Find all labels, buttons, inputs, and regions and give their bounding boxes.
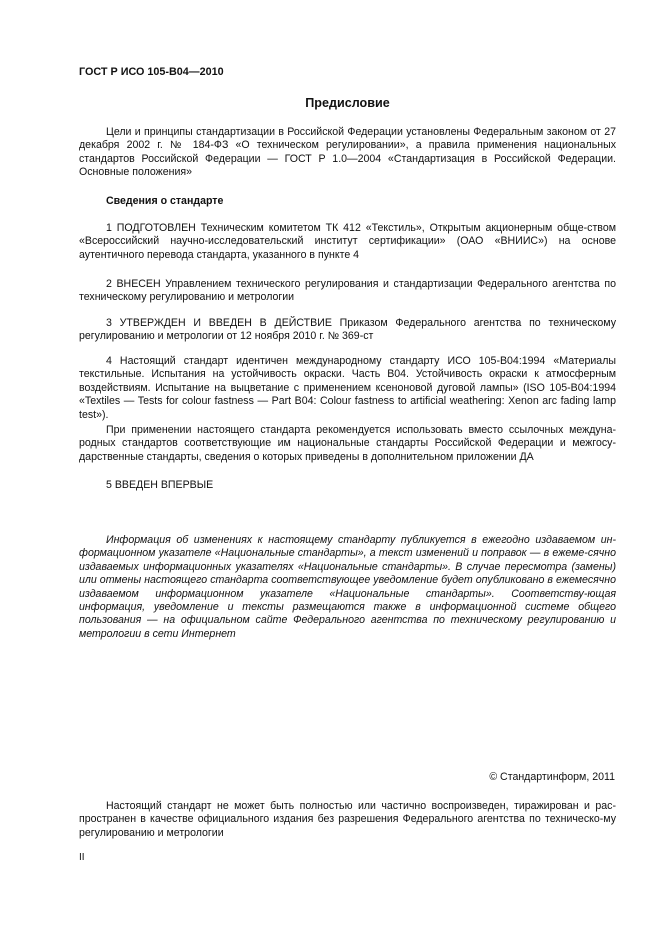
section-title: Сведения о стандарте xyxy=(106,195,224,207)
copyright-line: © Стандартинформ, 2011 xyxy=(489,771,615,783)
reproduction-paragraph: Настоящий стандарт не может быть полностью или частично воспроизведен, тиражирован и рас-пространен в качестве официального издания без разрешения Федерального агентства по техническо-му регулированию и метрологии xyxy=(79,800,616,839)
page-number: II xyxy=(79,852,85,863)
intro-paragraph: Цели и принципы стандартизации в Российской Федерации установлены Федеральным законом от 27 декабря 2002 г. № 184-ФЗ «О техническом регулировании», а правила применения национальных стандартов Российской Федерации — ГОСТ Р 1.0—2004 «Стандартизация в Российской Федерации. Основные положения» xyxy=(79,126,616,179)
page-title: Предисловие xyxy=(305,96,390,110)
item-3-paragraph: 3 УТВЕРЖДЕН И ВВЕДЕН В ДЕЙСТВИЕ Приказом Федерального агентства по техническому регулированию и метрологии от 12 ноября 2010 г. № 369-ст xyxy=(79,317,616,343)
references-paragraph: При применении настоящего стандарта рекомендуется использовать вместо ссылочных междуна-родных стандартов соответствующие им национальные стандарты Российской Федерации и межгосу-дарственные стандарты, сведения о которых приведены в дополнительном приложении ДА xyxy=(79,424,616,463)
standard-code-header: ГОСТ Р ИСО 105-В04—2010 xyxy=(79,66,224,78)
item-4-paragraph: 4 Настоящий стандарт идентичен международному стандарту ИСО 105-В04:1994 «Материалы текстильные. Испытания на устойчивость окраски. Часть В04. Устойчивость окраски к атмосферным воздействиям. Испытание на выцветание с применением ксеноновой дуговой лампы» (ISO 105-В04:1994 «Textiles — Tests for colour fastness — Part В04: Colour fastness to artificial weathering: Xenon arc fading lamp test»). xyxy=(79,355,616,421)
item-5-paragraph: 5 ВВЕДЕН ВПЕРВЫЕ xyxy=(106,479,214,491)
item-1-paragraph: 1 ПОДГОТОВЛЕН Техническим комитетом ТК 412 «Текстиль», Открытым акционерным обще-ством «Всероссийский научно-исследовательский институт сертификации» (ОАО «ВНИИС») на основе аутентичного перевода стандарта, указанного в пункте 4 xyxy=(79,222,616,261)
item-2-paragraph: 2 ВНЕСЕН Управлением технического регулирования и стандартизации Федерального агентства по техническому регулированию и метрологии xyxy=(79,278,616,304)
notice-paragraph: Информация об изменениях к настоящему стандарту публикуется в ежегодно издаваемом ин-формационном указателе «Национальные стандарты», а текст изменений и поправок — в ежеме-сячно издаваемых информационных указателях «Национальные стандарты». В случае пересмотра (замены) или отмены настоящего стандарта соответствующее уведомление будет опубликовано в ежемесячно издаваемом информационном указателе «Национальные стандарты». Соответству-ющая информация, уведомление и тексты размещаются также в информационной системе общего пользования — на официальном сайте Федерального агентства по техническому регулированию и метрологии в сети Интернет xyxy=(79,534,616,640)
